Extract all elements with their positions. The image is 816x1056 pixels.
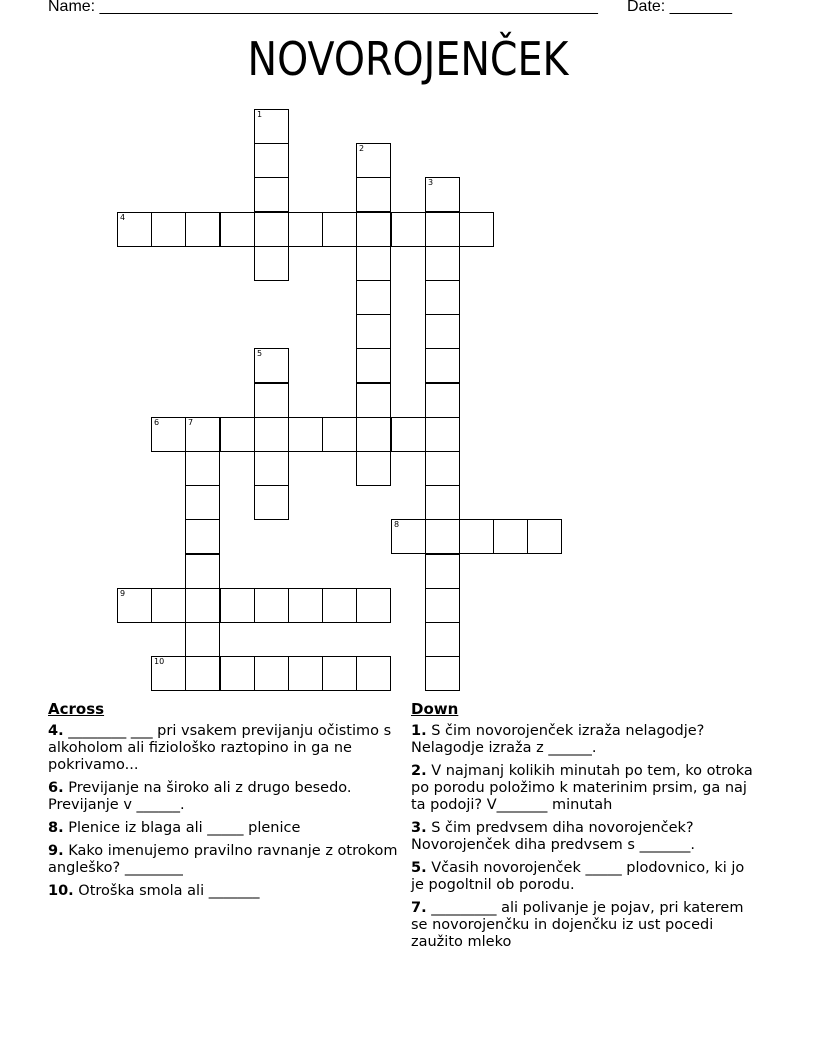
grid-cell[interactable] [220,417,255,452]
clue-text: _________ ali polivanje je pojav, pri katerem se novorojenčku in dojenčku iz ust pocedi zaužito mleko [411,900,744,950]
grid-cell[interactable] [151,588,186,623]
grid-cell[interactable] [425,519,460,554]
grid-cell[interactable] [254,212,289,247]
grid-cell[interactable] [254,588,289,623]
grid-cell[interactable] [254,656,289,691]
down-clues [411,701,761,957]
grid-cell[interactable] [220,656,255,691]
clue-number: 9. [48,843,64,859]
cell-number: 7 [188,418,194,427]
grid-cell[interactable] [425,383,460,418]
grid-cell[interactable] [425,348,460,383]
clue-text: Včasih novorojenček _____ plodovnico, ki jo je pogoltnil ob porodu. [411,860,745,893]
clue-number: 4. [48,723,64,739]
grid-cell[interactable] [356,588,391,623]
clue-text: Otroška smola ali _______ [73,883,260,899]
cell-number: 3 [428,178,434,187]
grid-cell[interactable] [254,109,289,144]
grid-cell[interactable] [288,656,323,691]
grid-cell[interactable] [356,656,391,691]
cell-number: 4 [120,213,126,222]
cell-number: 8 [394,520,400,529]
grid-cell[interactable] [185,417,220,452]
grid-cell[interactable] [254,348,289,383]
across-heading: Across [48,700,105,718]
grid-cell[interactable] [117,588,152,623]
grid-cell[interactable] [254,143,289,178]
clue-down-5 [411,860,761,894]
clue-down-3 [411,820,761,854]
clue-down-2 [411,763,761,814]
puzzle-title: NOVOROJENČEK [247,32,569,86]
grid-cell[interactable] [254,246,289,281]
clue-number: 2. [411,763,427,779]
grid-cell[interactable] [322,656,357,691]
grid-cell[interactable] [527,519,562,554]
clue-across-4 [48,723,398,774]
grid-cell[interactable] [425,485,460,520]
clue-text: V najmanj kolikih minutah po tem, ko otroka po porodu položimo k materinim prsim, ga naj ta podoji? V_______ minutah [411,763,753,813]
grid-cell[interactable] [356,177,391,212]
grid-cell[interactable] [425,656,460,691]
grid-cell[interactable] [425,554,460,589]
clue-number: 6. [48,780,64,796]
clue-text: Previjanje na široko ali z drugo besedo. Previjanje v ______. [48,780,352,813]
grid-cell[interactable] [425,451,460,486]
grid-cell[interactable] [322,212,357,247]
clue-number: 7. [411,900,427,916]
grid-cell[interactable] [425,280,460,315]
header [48,0,768,20]
grid-cell[interactable] [391,212,426,247]
cell-number: 5 [257,349,263,358]
grid-cell[interactable] [493,519,528,554]
grid-cell[interactable] [254,177,289,212]
grid-cell[interactable] [425,588,460,623]
clue-text: Kako imenujemo pravilno ravnanje z otrokom angleško? ________ [48,843,398,876]
grid-cell[interactable] [356,143,391,178]
grid-cell[interactable] [356,451,391,486]
grid-cell[interactable] [220,588,255,623]
grid-cell[interactable] [185,485,220,520]
grid-cell[interactable] [356,246,391,281]
grid-cell[interactable] [151,212,186,247]
grid-cell[interactable] [185,212,220,247]
grid-cell[interactable] [425,417,460,452]
clue-text: Plenice iz blaga ali _____ plenice [63,820,301,836]
grid-cell[interactable] [117,212,152,247]
grid-cell[interactable] [220,212,255,247]
name-field[interactable]: Name: ________________________________________________________ [48,0,598,15]
grid-cell[interactable] [391,519,426,554]
across-clues [48,701,398,906]
grid-cell[interactable] [151,417,186,452]
cell-number: 1 [257,110,263,119]
grid-cell[interactable] [425,212,460,247]
grid-cell[interactable] [391,417,426,452]
clue-down-7 [411,900,761,951]
grid-cell[interactable] [185,622,220,657]
cell-number: 9 [120,589,126,598]
grid-cell[interactable] [425,622,460,657]
grid-cell[interactable] [185,588,220,623]
grid-cell[interactable] [185,554,220,589]
grid-cell[interactable] [151,656,186,691]
cell-number: 2 [359,144,365,153]
clue-number: 5. [411,860,427,876]
grid-cell[interactable] [356,348,391,383]
clue-number: 8. [48,820,64,836]
grid-cell[interactable] [356,314,391,349]
grid-cell[interactable] [425,246,460,281]
clue-text: S čim predvsem diha novorojenček? Novorojenček diha predvsem s _______. [411,820,695,853]
grid-cell[interactable] [185,519,220,554]
grid-cell[interactable] [322,417,357,452]
grid-cell[interactable] [425,314,460,349]
clue-text: ________ ___ pri vsakem previjanju očistimo s alkoholom ali fiziološko raztopino in ga ne pokrivamo... [48,723,392,773]
cell-number: 10 [154,657,165,666]
clue-down-1 [411,723,761,757]
grid-cell[interactable] [185,451,220,486]
grid-cell[interactable] [254,485,289,520]
cell-number: 6 [154,418,160,427]
grid-cell[interactable] [459,212,494,247]
grid-cell[interactable] [356,417,391,452]
grid-cell[interactable] [254,451,289,486]
grid-cell[interactable] [288,417,323,452]
clue-number: 3. [411,820,427,836]
grid-cell[interactable] [254,417,289,452]
grid-cell[interactable] [322,588,357,623]
clue-across-9 [48,843,398,877]
clue-text: S čim novorojenček izraža nelagodje? Nelagodje izraža z ______. [411,723,705,756]
grid-cell[interactable] [356,280,391,315]
clue-number: 1. [411,723,427,739]
grid-cell[interactable] [288,588,323,623]
clue-number: 10. [48,883,74,899]
grid-cell[interactable] [459,519,494,554]
grid-cell[interactable] [425,177,460,212]
grid-cell[interactable] [254,383,289,418]
clue-across-6 [48,780,398,814]
grid-cell[interactable] [356,383,391,418]
grid-cell[interactable] [356,212,391,247]
down-heading: Down [411,700,459,718]
clue-across-10 [48,883,398,900]
clue-across-8 [48,820,398,837]
grid-cell[interactable] [288,212,323,247]
grid-cell[interactable] [185,656,220,691]
date-field[interactable]: Date: _______ [627,0,732,15]
